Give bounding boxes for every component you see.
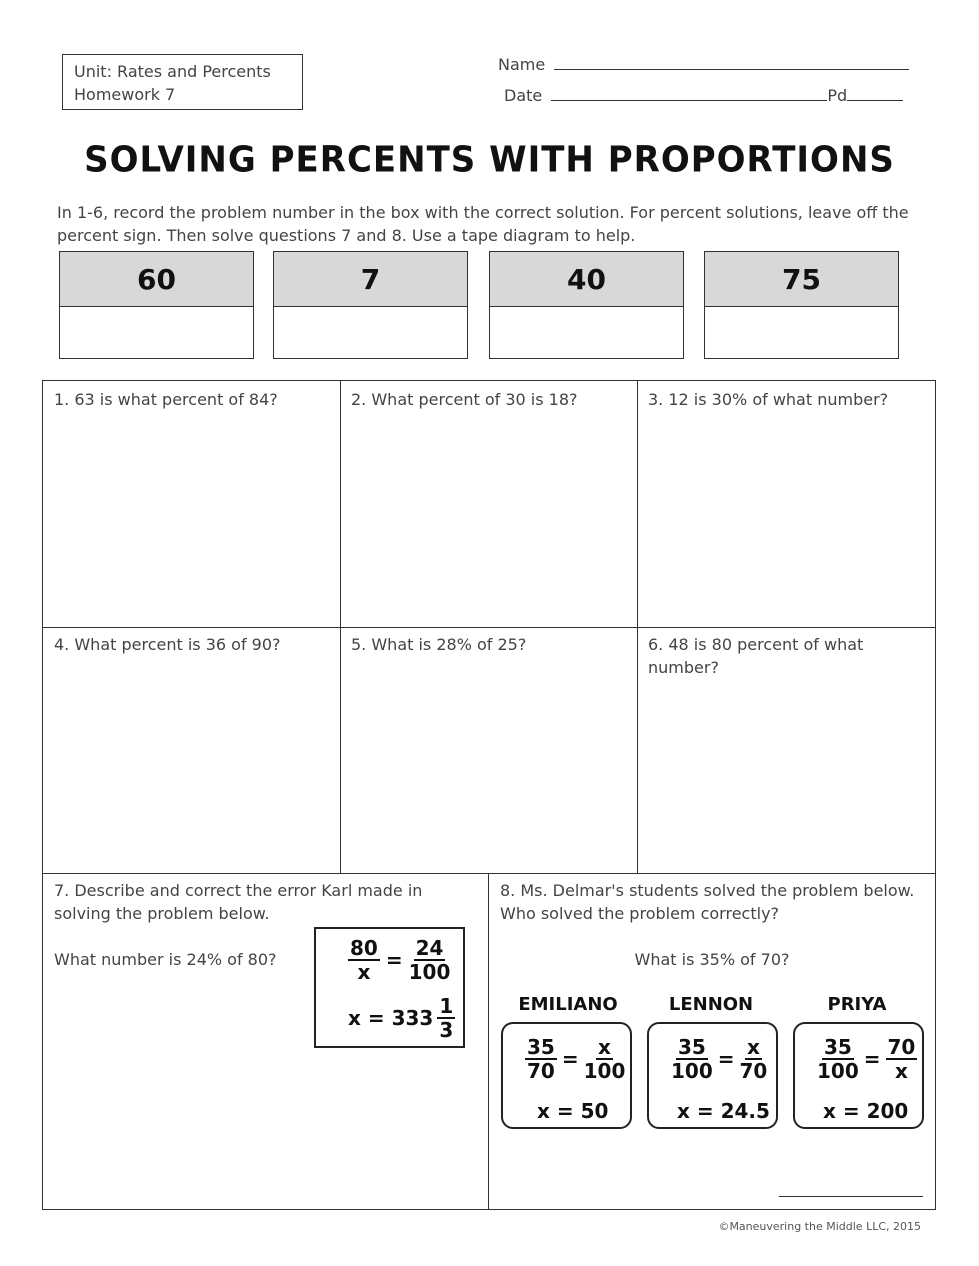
copyright-footer: ©Maneuvering the Middle LLC, 2015 [718,1220,921,1233]
karl-proportion: $\frac{80}{x}$ = $\frac{24}{100}$ [350,936,451,984]
student-name-lennon: LENNON [668,994,754,1015]
answer-entry[interactable] [705,307,898,359]
homework-label: Homework 7 [74,85,176,104]
answer-value: 60 [60,252,253,307]
question-7-problem: What number is 24% of 80? [54,950,277,969]
name-label: Name [498,55,546,74]
grid-divider [488,873,489,1209]
answer-value: 7 [274,252,467,307]
date-row [504,84,903,105]
question-2: 2. What percent of 30 is 18? [351,390,578,409]
q8-answer-blank[interactable] [779,1196,923,1197]
question-grid [42,380,936,1210]
date-blank[interactable] [551,84,827,101]
student-name-emiliano: EMILIANO [518,994,618,1015]
period-blank[interactable] [847,84,903,101]
answer-box-4 [704,251,899,359]
answer-value: 40 [490,252,683,307]
name-row [498,53,909,74]
answer-box-3 [489,251,684,359]
question-5: 5. What is 28% of 25? [351,635,527,654]
question-7-prompt: 7. Describe and correct the error Karl made in solving the problem below. [54,881,423,923]
karl-work-box [314,927,465,1048]
emiliano-answer: x = 50 [537,1099,609,1123]
question-8-prompt: 8. Ms. Delmar's students solved the problem below. Who solved the problem correctly? [500,881,915,923]
period-label: Pd [827,86,848,105]
student-name-priya: PRIYA [827,994,887,1015]
page-title: SOLVING PERCENTS WITH PROPORTIONS [84,139,895,181]
answer-entry[interactable] [60,307,253,359]
answer-entry[interactable] [274,307,467,359]
unit-info-box [62,54,303,110]
emiliano-work: $\frac{35}{70}$ = $\frac{x}{100}$ x = 50 [501,1022,632,1129]
question-1: 1. 63 is what percent of 84? [54,390,278,409]
question-8-problem: What is 35% of 70? [634,950,790,969]
answer-box-2 [273,251,468,359]
answer-box-1 [59,251,254,359]
lennon-answer: x = 24.5 [677,1099,770,1123]
priya-answer: x = 200 [823,1099,909,1123]
question-3: 3. 12 is 30% of what number? [648,390,889,409]
grid-divider [43,873,935,874]
priya-work: $\frac{35}{100}$ = $\frac{70}{x}$ x = 200 [793,1022,924,1129]
question-4: 4. What percent is 36 of 90? [54,635,281,654]
unit-label: Unit: Rates and Percents [74,62,271,81]
lennon-work: $\frac{35}{100}$ = $\frac{x}{70}$ x = 24.5 [647,1022,778,1129]
karl-answer: x = 333 $\frac{1}{3}$ [348,994,454,1042]
name-blank[interactable] [554,53,909,70]
question-6: 6. 48 is 80 percent of what number? [648,635,864,677]
grid-divider [43,627,935,628]
answer-value: 75 [705,252,898,307]
answer-entry[interactable] [490,307,683,359]
instructions: In 1-6, record the problem number in the box with the correct solution. For percent solutions, leave off the percent sign. Then solve questions 7 and 8. Use a tape diagram to help. [57,203,909,245]
date-label: Date [504,86,543,105]
